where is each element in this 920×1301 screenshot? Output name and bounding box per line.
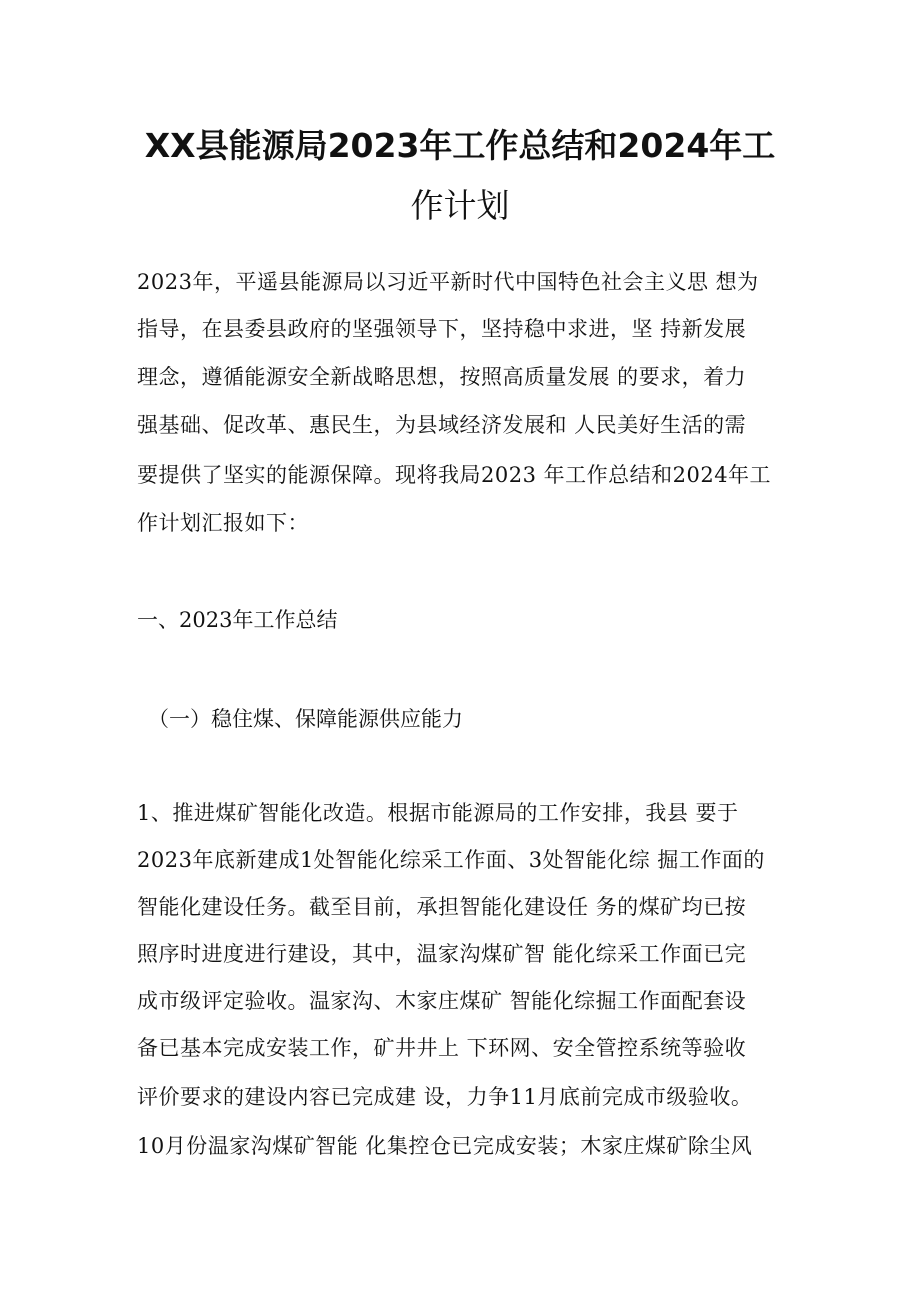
item1-line-5: 成市级评定验收。温家沟、木家庄煤矿 智能化综掘工作面配套设	[137, 989, 747, 1013]
intro-line-2: 指导，在县委县政府的坚强领导下，坚持稳中求进，坚 持新发展	[137, 317, 747, 341]
document-title-line-2: 作计划	[410, 186, 510, 225]
subsection-heading: （一）稳住煤、保障能源供应能力	[148, 707, 463, 731]
item1-line-8: 10月份温家沟煤矿智能 化集控仓已完成安装；木家庄煤矿除尘风	[137, 1134, 753, 1158]
item1-line-7: 评价要求的建设内容已完成建 设，力争11月底前完成市级验收。	[137, 1085, 753, 1109]
item1-line-1: 1、推进煤矿智能化改造。根据市能源局的工作安排，我县 要于	[137, 801, 739, 825]
item1-line-4: 照序时进度进行建设，其中，温家沟煤矿智 能化综采工作面已完	[137, 942, 747, 966]
document-title-line-1: XX县能源局2023年工作总结和2024年工	[144, 126, 776, 165]
item1-line-2: 2023年底新建成1处智能化综采工作面、3处智能化综 掘工作面的	[137, 848, 765, 872]
intro-line-4: 强基础、促改革、惠民生，为县域经济发展和 人民美好生活的需	[137, 413, 747, 437]
intro-line-1: 2023年，平遥县能源局以习近平新时代中国特色社会主义思 想为	[137, 270, 759, 294]
item1-line-3: 智能化建设任务。截至目前，承担智能化建设任 务的煤矿均已按	[137, 895, 747, 919]
section-heading: 一、2023年工作总结	[137, 608, 338, 632]
intro-line-5: 要提供了坚实的能源保障。现将我局2023 年工作总结和2024年工	[137, 463, 772, 487]
item1-line-6: 备已基本完成安装工作，矿井井上 下环网、安全管控系统等验收	[137, 1036, 747, 1060]
intro-line-3: 理念，遵循能源安全新战略思想，按照高质量发展 的要求，着力	[137, 365, 747, 389]
intro-line-6: 作计划汇报如下：	[137, 511, 309, 535]
